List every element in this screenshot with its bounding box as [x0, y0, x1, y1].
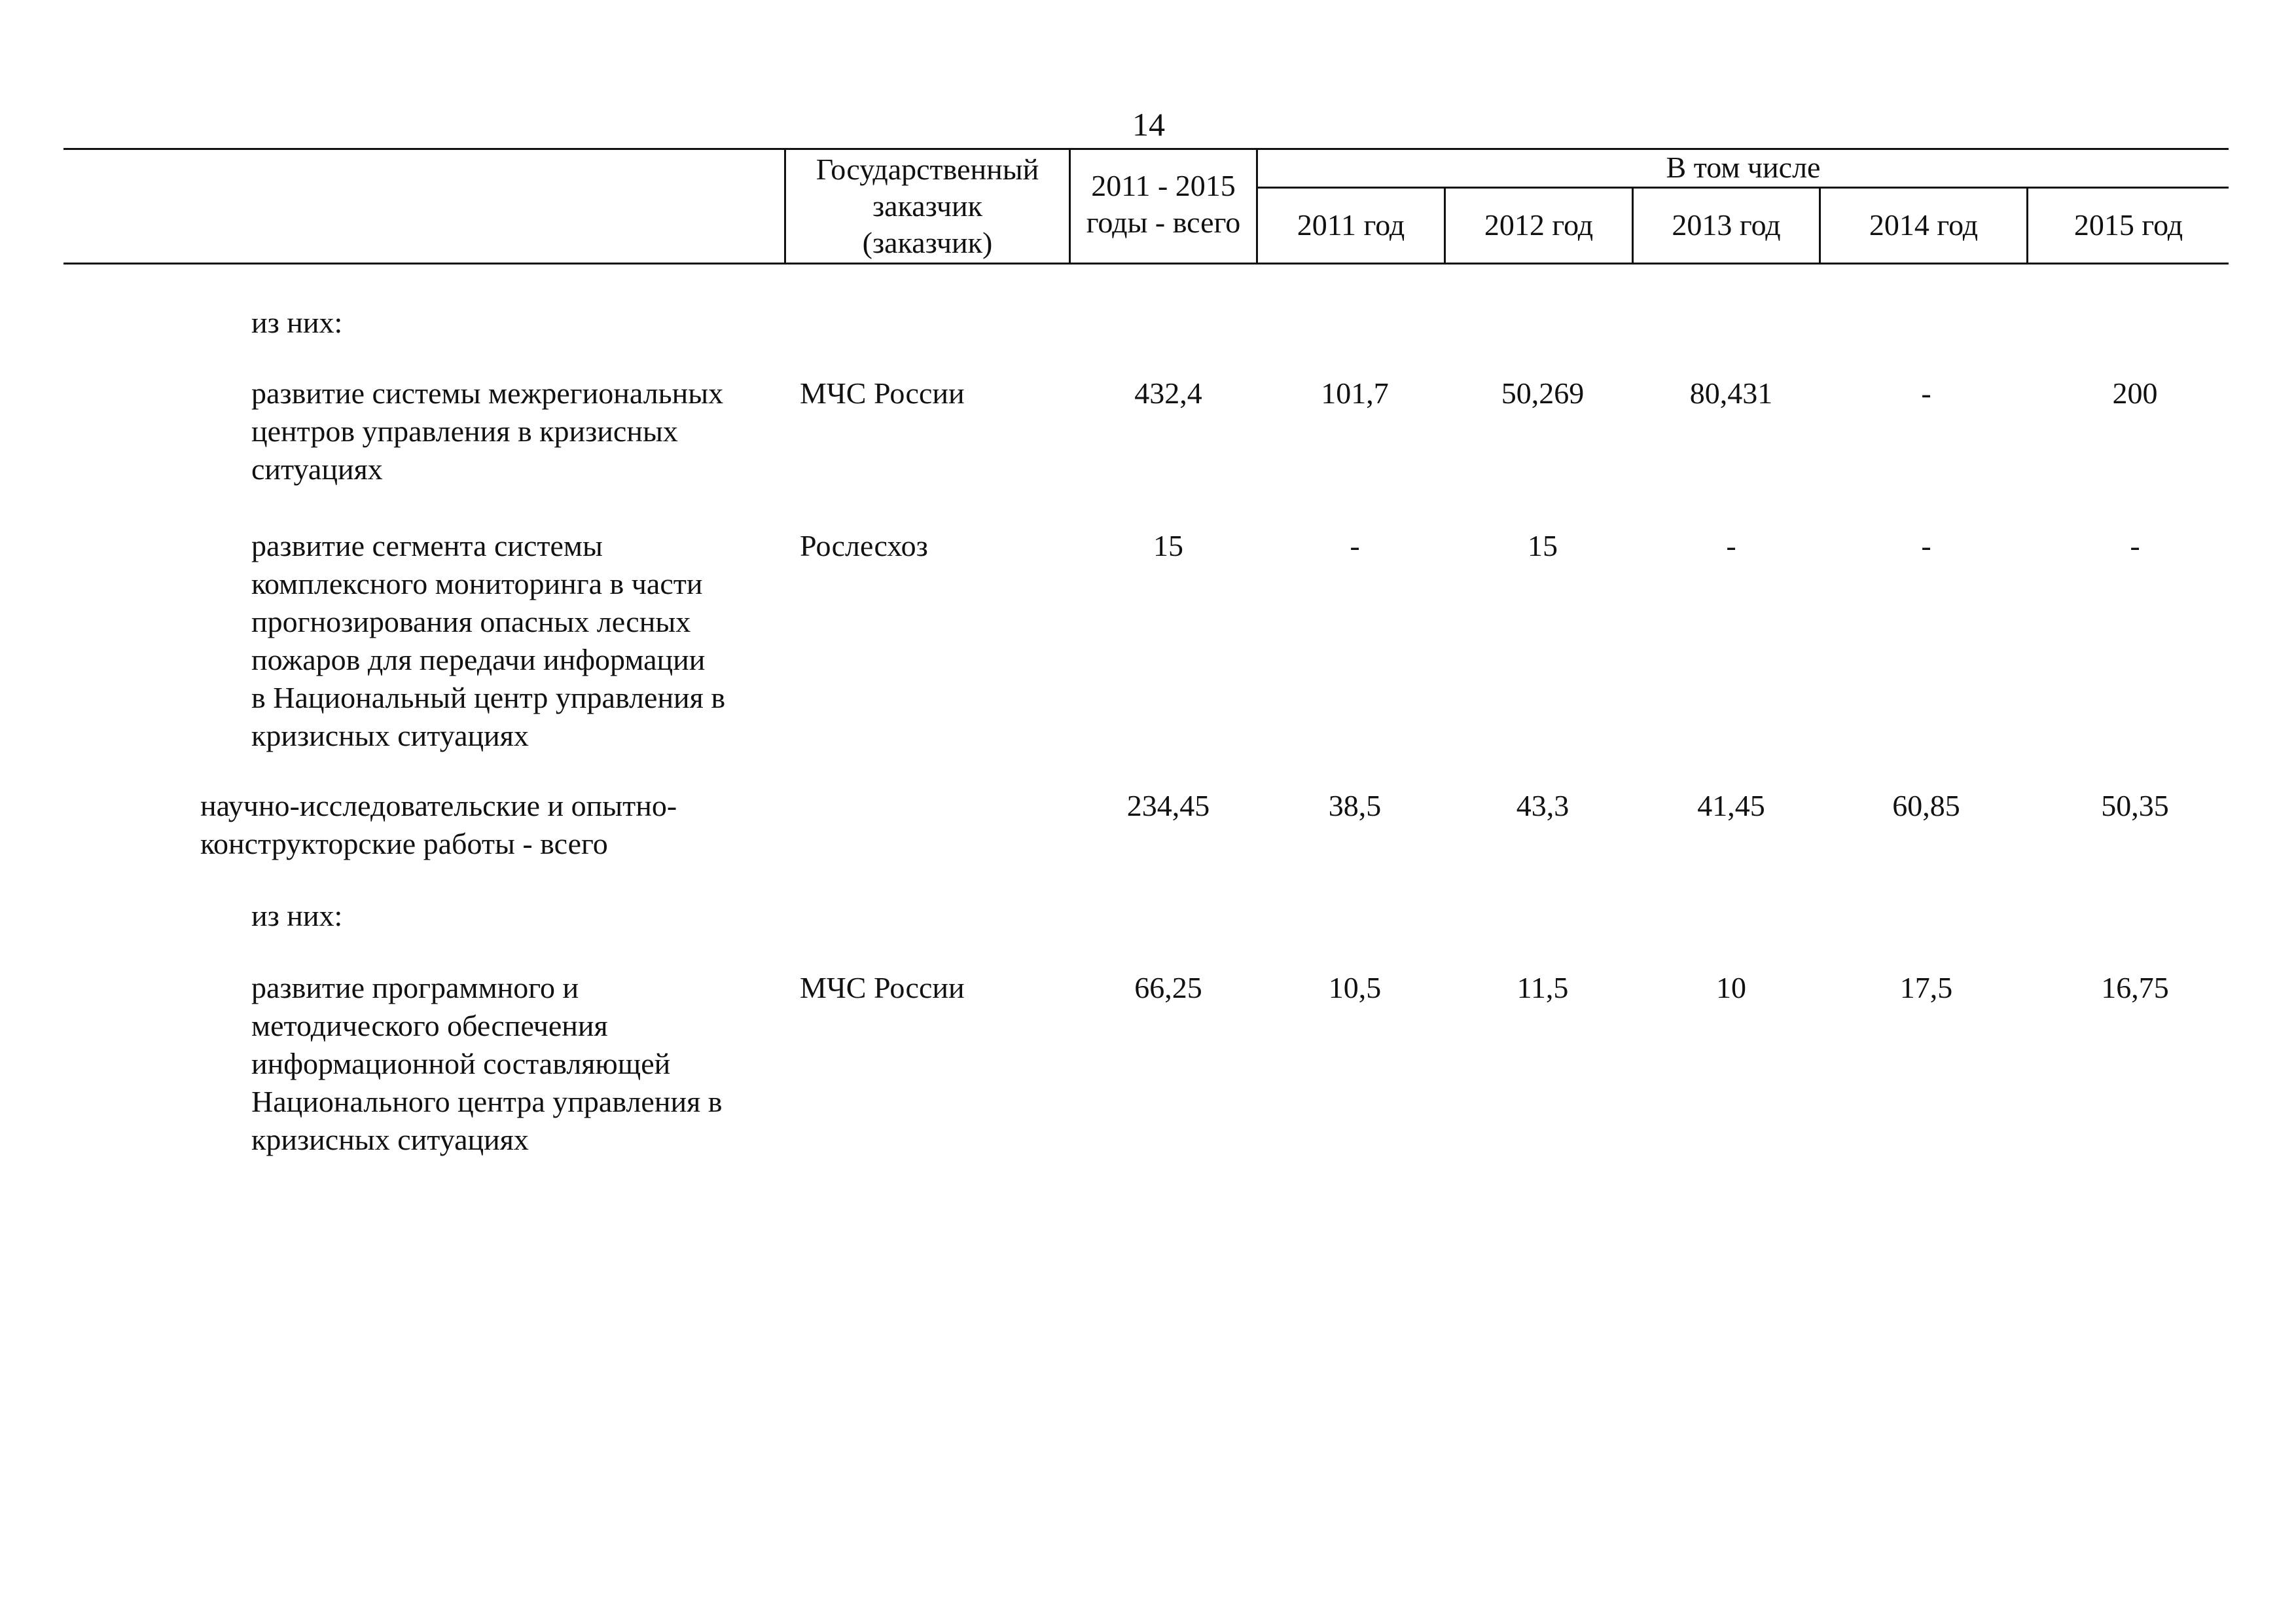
row-value-2015: -	[2130, 529, 2140, 562]
header-year-2011: 2011 год	[1297, 208, 1405, 242]
row-customer: МЧС России	[800, 971, 965, 1004]
row-value-2011: -	[1350, 529, 1360, 562]
group-divider-rule	[1258, 187, 2229, 189]
row-value-2014: -	[1921, 376, 1931, 410]
row-value-2012: 43,3	[1516, 789, 1570, 822]
row-value-2015: 16,75	[2101, 971, 2169, 1004]
row-value-2015: 200	[2112, 376, 2158, 410]
row-total: 15	[1153, 529, 1183, 562]
row-value-2013: -	[1726, 529, 1736, 562]
row-name: развитие системы межрегиональных центров управления в кризисных ситуациях	[251, 376, 724, 486]
header-bottom-rule	[63, 263, 2229, 264]
row-name: научно-исследовательские и опытно- конструкторские работы - всего	[200, 789, 677, 860]
header-year-2013: 2013 год	[1672, 208, 1781, 242]
row-name: развитие программного и методического обеспечения информационной составляющей Национального центра управления в кризисных ситуациях	[251, 971, 723, 1156]
row-value-2014: -	[1921, 529, 1931, 562]
row-value-2013: 80,431	[1689, 376, 1773, 410]
row-value-2015: 50,35	[2101, 789, 2169, 822]
row-value-2011: 10,5	[1328, 971, 1382, 1004]
row-total: 432,4	[1134, 376, 1202, 410]
header-year-2012: 2012 год	[1484, 208, 1594, 242]
row-value-2011: 101,7	[1321, 376, 1389, 410]
row-value-2014: 60,85	[1892, 789, 1960, 822]
header-group: В том числе	[1666, 151, 1821, 184]
page-number: 14	[1132, 106, 1165, 143]
header-year-2014: 2014 год	[1869, 208, 1979, 242]
header-year-2015: 2015 год	[2073, 208, 2183, 242]
row-total: 234,45	[1126, 789, 1210, 822]
row-name: развитие сегмента системы комплексного мониторинга в части прогнозирования опасных лесных пожаров для передачи информации в Национальный центр управления в кризисных ситуациях	[251, 529, 726, 752]
row-value-2011: 38,5	[1328, 789, 1382, 822]
row-value-2012: 50,269	[1501, 376, 1585, 410]
header-total: 2011 - 2015 годы - всего	[1086, 169, 1241, 239]
row-name: из них:	[251, 899, 343, 932]
row-value-2012: 11,5	[1516, 971, 1569, 1004]
row-value-2013: 10	[1716, 971, 1746, 1004]
row-value-2012: 15	[1528, 529, 1558, 562]
row-total: 66,25	[1134, 971, 1202, 1004]
header-customer: Государственный заказчик (заказчик)	[816, 153, 1039, 259]
row-value-2013: 41,45	[1697, 789, 1765, 822]
row-customer: МЧС России	[800, 376, 965, 410]
row-value-2014: 17,5	[1899, 971, 1953, 1004]
row-name: из них:	[251, 306, 343, 339]
row-customer: Рослесхоз	[800, 529, 928, 562]
